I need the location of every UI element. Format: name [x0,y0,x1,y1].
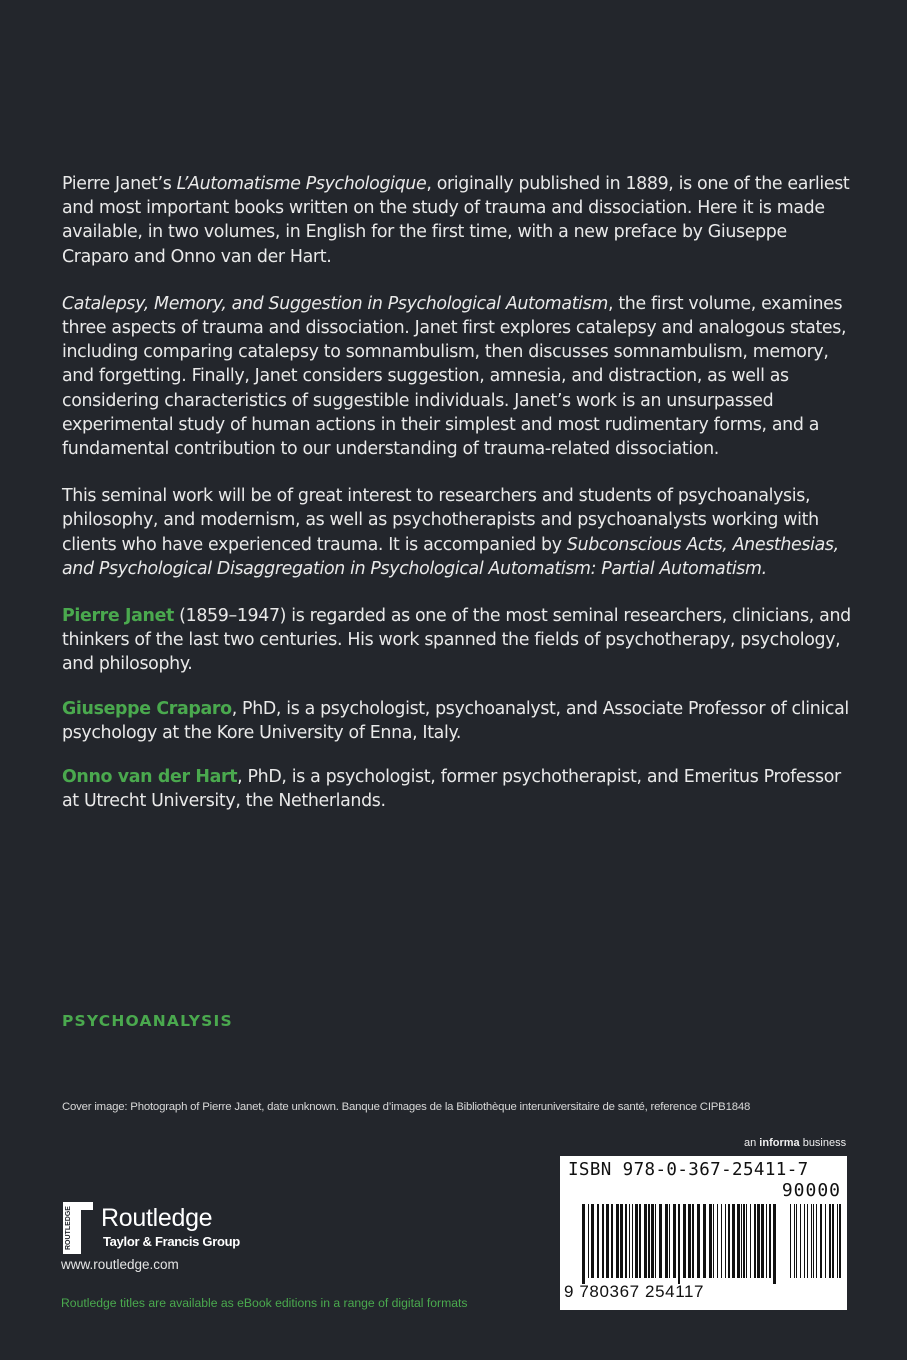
barcode-bar [743,1204,745,1278]
barcode-bar [606,1204,609,1278]
barcode-bar [683,1204,686,1278]
barcode-bar [697,1204,700,1278]
barcode-bar [669,1204,670,1278]
companion-title: Subconscious Acts, Anesthesias, and Psychological Disaggregation in Psychological Automatism: Partial Automatism. [62,534,839,579]
author-bio-janet: Pierre Janet (1859–1947) is regarded as one of the most seminal researchers, clinicians, and thinkers of the last two centuries. His work spanned the fields of psychotherapy, psychology, and philosophy. [62,606,851,675]
routledge-logo-mark-icon [61,1202,95,1254]
barcode-bar [832,1204,834,1278]
author-name: Giuseppe Craparo [62,698,232,719]
barcode-bar [688,1204,691,1278]
barcode-bar [703,1204,706,1278]
barcode-bar [644,1204,647,1278]
barcode-bar [665,1204,668,1278]
barcode-bar [811,1204,812,1278]
barcode-bar [837,1204,838,1278]
barcode-bar [790,1204,791,1278]
barcode-bar [651,1204,654,1278]
barcode-bar [796,1204,797,1278]
barcode-bar [713,1204,714,1278]
barcode-bar [721,1204,722,1278]
barcode-bar [839,1204,841,1278]
back-cover-blurb [62,172,852,833]
description-paragraph-3: This seminal work will be of great interest to researchers and students of psychoanalysis, philosophy, and modernism, as well as psychotherapists and psychoanalysts working with clients who have experienced trauma. It is accompanied by Subconscious Acts, Anesthesias, and Psychological Disaggregation in Psychological Automatism: Partial Automatism. [62,486,839,579]
barcode-bar [741,1204,742,1278]
subject-category: PSYCHOANALYSIS [62,1012,233,1030]
barcode-bar [728,1204,730,1278]
barcode-bar [807,1204,808,1278]
barcode-bar [746,1204,747,1278]
barcode-bar [611,1204,613,1278]
barcode-bar [737,1204,740,1278]
barcode-bar [816,1204,817,1278]
barcode-bar [629,1204,630,1278]
barcode-bar [620,1204,623,1278]
author-bio-van-der-hart: Onno van der Hart, PhD, is a psychologist, former psychotherapist, and Emeritus Professor at Utrecht University, the Netherlands. [62,767,841,812]
ean-number: 9 780367 254117 [564,1282,705,1301]
author-bio-craparo: Giuseppe Craparo, PhD, is a psychologist, psychoanalyst, and Associate Professor of clinical psychology at the Kore University of Enna, Italy. [62,698,849,743]
isbn-barcode [560,1156,847,1310]
barcode-bar [602,1204,604,1278]
barcode-bar [829,1204,831,1278]
barcode-bar [597,1204,599,1278]
barcode-bar [761,1204,764,1278]
publisher-website: www.routledge.com [61,1257,179,1272]
barcode-bar [732,1204,735,1278]
barcode-bar [678,1204,680,1284]
author-name: Onno van der Hart [62,767,238,788]
description-paragraph-2: Catalepsy, Memory, and Suggestion in Psychological Automatism, the first volume, examines three aspects of trauma and dissociation. Janet first explores catalepsy and analogous states, including comparing catalepsy to somnambulism, then discusses somnambulism, memory, and forgetting. Finally, Janet considers suggestion, amnesia, and distraction, as well as considering characteristics of suggestible individuals. Janet’s work is an unsurpassed experimental study of human actions in their simplest and most rudimentary forms, and a fundamental contribution to our understanding of trauma-related dissociation. [62,293,847,460]
barcode-bar [825,1204,826,1278]
publisher-name: Routledge [101,1204,213,1232]
barcode-bar [754,1204,756,1278]
barcode-bar [709,1204,712,1278]
volume-title: Catalepsy, Memory, and Suggestion in Psychological Automatism [62,293,608,314]
barcode-bar [820,1204,822,1278]
logo-mark-text: ROUTLEDGE [65,1206,72,1250]
barcode-bar [632,1204,633,1278]
barcode-bar [769,1204,771,1278]
barcode-bar [625,1204,627,1278]
barcode-bar [616,1204,619,1278]
barcode-bar [635,1204,638,1278]
barcode-bar [582,1204,585,1284]
isbn-number: ISBN 978-0-367-25411-7 [568,1160,809,1180]
barcode-bar [717,1204,718,1278]
barcode-bar [588,1204,589,1278]
original-title: L’Automatisme Psychologique [176,174,427,194]
barcode-bar [773,1204,776,1284]
barcode-bar [673,1204,676,1278]
barcode-bar [591,1204,594,1278]
ebook-availability-note: Routledge titles are available as eBook editions in a range of digital formats [61,1296,468,1310]
barcode-bar [659,1204,662,1278]
price-code: 90000 [781,1180,841,1201]
barcode-bar [750,1204,751,1278]
barcode-bar [692,1204,694,1278]
barcode-bar [800,1204,801,1278]
barcode-bar [655,1204,656,1278]
barcode-bar [639,1204,641,1278]
author-name: Pierre Janet [62,606,174,627]
informa-business-tagline: an informa business [744,1137,847,1149]
barcode-bar [757,1204,760,1278]
barcode-bar [725,1204,726,1278]
description-paragraph-1: Pierre Janet’s L’Automatisme Psychologique, originally published in 1889, is one of the earliest and most important books written on the study of trauma and dissociation. Here it is made available, in two volumes, in English for the first time, with a new preface by Giuseppe Craparo and Onno van der Hart. [62,174,850,267]
barcode-bar [804,1204,805,1278]
barcode-bar [766,1204,767,1278]
publisher-group: Taylor & Francis Group [103,1234,240,1249]
barcode-bar [813,1204,814,1278]
cover-image-credit: Cover image: Photograph of Pierre Janet, date unknown. Banque d’images de la Bibliothèque interuniversitaire de santé, reference CIPB1848 [62,1101,751,1113]
barcode-bar [648,1204,650,1278]
barcode-bar [794,1204,795,1278]
